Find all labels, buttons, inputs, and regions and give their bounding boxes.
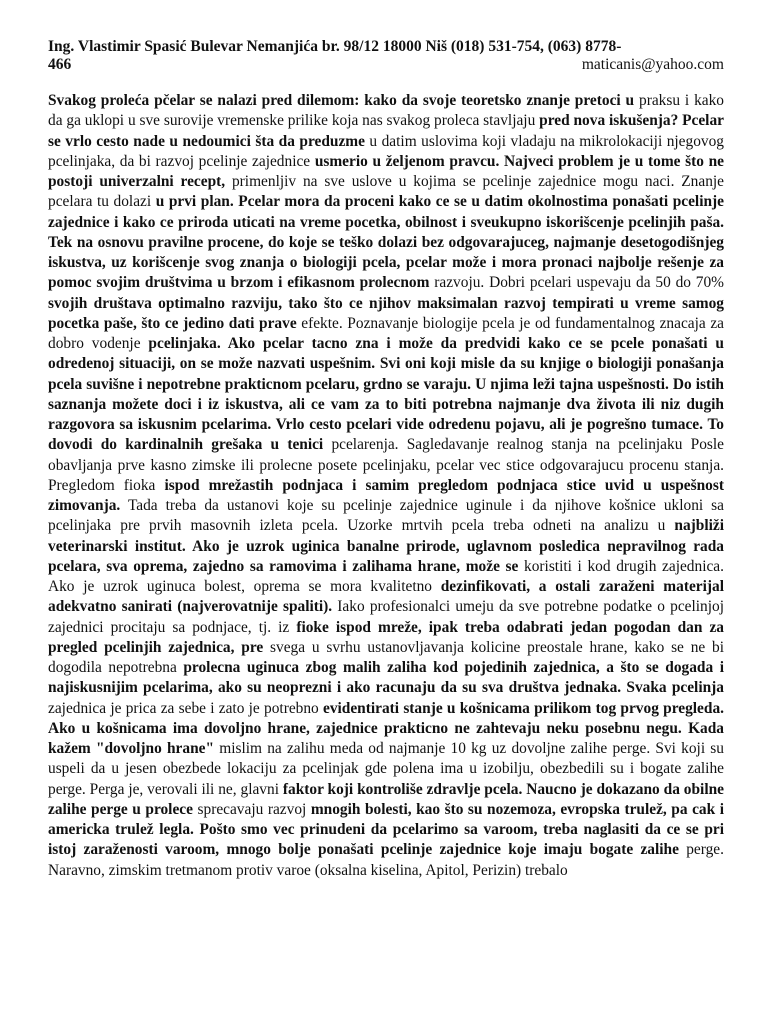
text-run: u prvi plan. Pcelar mora da proceni kako ce se u datim okolnostima ponašati pcelinje zajednice i kako ce priroda uticati na vreme pocetka, obilnost i sveukupno iskorišcenje pcelinjih paša. Tek na osnovu pravilne procene, do koje se teško dolazi bez odgovarajuceg, najmanje desetogodišnjeg iskustva, uz korišcenje svog znanja o biologiji pcela, pcelar može i mora pronaci najbolje rešenje za pomoc svojim društvima u brzom i efikasnom prolecnom xyxy=(48,193,724,292)
text-run: Tada treba da ustanovi koje su pcelinje zajednice uginule i da njihove košnice ukloni sa pcelinjaka pre prvih masovnih izleta pcela. Uzorke mrtvih pcela treba odneti na analizu u xyxy=(48,497,724,535)
text-run: ispod mrežastih podnjaca i samim pregledom podnjaca stice uvid u uspešnost zimovanja. xyxy=(48,476,724,514)
text-run: pcelinjaka. Ako pcelar tacno zna i može da predvidi kako ce se pcele ponašati u odredenoj situaciji, on se može nazvati uspešnim. Svi oni koji misle da su knjige o biologiji ponašanja pcela suvišne i nepotrebne prakticnom pcelaru, grdno se varaju. U njima leži tajna uspešnosti. Do istih saznanja možete doci i iz iskustva, ali ce vam za to biti potrebna najmanje dva života ili niz dugih razgovora sa iskusnim pcelarima. Vrlo cesto pcelari vide odredenu pojavu, ali je pogrešno tumace. To dovodi do kardinalnih grešaka u tenici xyxy=(48,335,724,454)
article-body xyxy=(48,91,724,881)
text-run: pred nova iskušenja? Pcelar se vrlo cesto nade u nedoumici šta da preduzme xyxy=(48,112,724,150)
text-run: Iako profesionalci umeju da sve potrebne podatke o pcelinjoj zajednici procitaju sa podnjace, tj. iz xyxy=(48,598,724,636)
text-run: koristiti i kod drugih zajednica. Ako je uzrok uginuca bolest, oprema se mora kvalitetno xyxy=(48,557,724,595)
text-run: sprecavaju razvoj xyxy=(192,800,311,818)
text-run: pcelarenja. Sagledavanje realnog stanja na pcelinjaku Posle obavljanja prve kasno zimske ili prolecne posete pcelinjaku, pcelar vec stice odgovarajucu procenu stanja. Pregledom fioka xyxy=(48,436,724,494)
text-run: razvoju. Dobri pcelari uspevaju da 50 do 70% xyxy=(429,274,725,292)
text-run: usmerio u željenom pravcu. Najveci problem je u tome što ne postoji univerzalni recept, xyxy=(48,152,724,190)
text-run: primenljiv na sve uslove u kojima se pcelinje zajednice mogu naci. Znanje pcelara tu dolazi xyxy=(48,173,724,211)
text-run: evidentirati stanje u košnicama prilikom tog prvog pregleda. Ako u košnicama ima dovoljno hrane, zajednice prakticno ne zahtevaju neku posebnu negu. Kada kažem "dovoljno hrane" xyxy=(48,699,724,757)
text-run: prolecna uginuca zbog malih zaliha kod pojedinih zajednica, a što se dogada i najiskusnijim pcelarima, ako su neoprezni i ako racunaju da su sva društva jednaka. Svaka pcelinja xyxy=(48,659,724,697)
text-run: praksu i kako da ga uklopi u sve surovije vremenske prilike koja nas svakog proleca stavljaju xyxy=(48,92,724,130)
text-run: mnogih bolesti, kao što su nozemoza, evropska trulež, pa cak i americka trulež legla. Pošto smo vec prinudeni da pcelarimo sa varoom, treba naglasiti da ce se pri istoj zaraženosti varoom, mnogo bolje ponašati pcelinje zajednice koje imaju bogate zalihe xyxy=(48,800,724,859)
text-run: zajednica je prica za sebe i zato je potrebno xyxy=(48,699,323,717)
text-run: mislim na zalihu meda od najmanje 10 kg uz dovoljne zalihe perge. Svi koji su uspeli da u jesen obezbede lokaciju za pcelinjak gde polena ima u izobilju, obezbedili su i bogate zalihe perge. Perga je, verovali ili ne, glavni xyxy=(48,740,724,798)
phone-number-fragment: 466 xyxy=(48,56,72,73)
author-email[interactable]: maticanis@yahoo.com xyxy=(581,56,724,73)
text-run: svojih društava optimalno razviju, tako što ce njihov maksimalan razvoj tempirati u vreme samog pocetka paše, što ce jedino dati prave xyxy=(48,294,724,332)
text-run: najbliži veterinarski institut. Ako je uzrok uginica banalne prirode, uglavnom posledica nepravilnog rada pcelara, sva oprema, zajedno sa ramovima i zalihama hrane, može se xyxy=(48,517,724,575)
text-run: efekte. Poznavanje biologije pcela je od fundamentalnog znacaja za dobro vodenje xyxy=(48,314,724,352)
text-run: fioke ispod mreže, ipak treba odabrati jedan pogodan dan za pregled pcelinjih zajednica, pre xyxy=(48,618,724,656)
text-run: Svakog proleća pčelar se nalazi pred dilemom: kako da svoje teoretsko znanje pretoci u xyxy=(48,92,635,109)
text-run: perge. Naravno, zimskim tretmanom protiv varoe (oksalna kiselina, Apitol, Perizin) trebalo xyxy=(48,841,724,879)
text-run: svega u svrhu ustanovljavanja kolicine preostale hrane, kako se ne bi dogodila nepotrebna xyxy=(48,638,724,676)
author-contact-line-2 xyxy=(48,56,724,74)
author-contact-line: Ing. Vlastimir Spasić Bulevar Nemanjića br. 98/12 18000 Niš (018) 531-754, (063) 8778- xyxy=(48,38,622,55)
text-run: faktor koji kontroliše zdravlje pcela. Naucno je dokazano da obilne zalihe perge u prolece xyxy=(48,780,724,818)
document-page xyxy=(48,38,724,881)
text-run: u datim uslovima koji vladaju na mikrolokaciji njegovog pcelinjaka, da bi razvoj pcelinje zajednice xyxy=(48,132,724,170)
text-run: dezinfikovati, a ostali zaraženi materijal adekvatno sanirati (najverovatnije spaliti). xyxy=(48,578,724,616)
